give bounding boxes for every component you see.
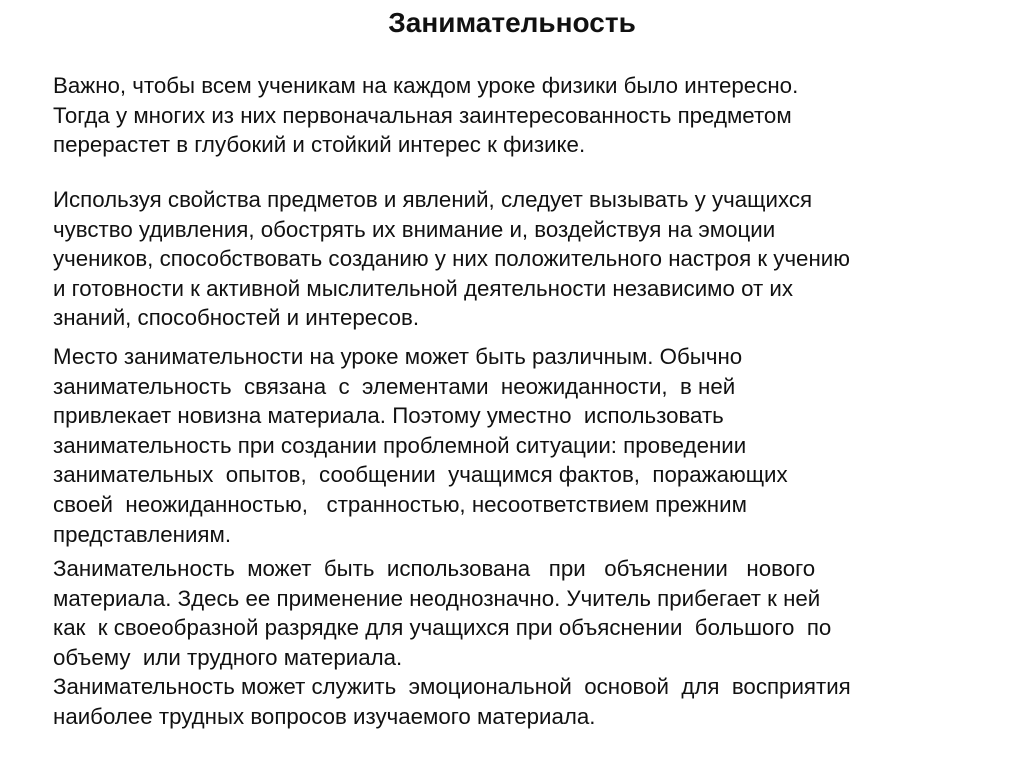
text-line: Место занимательности на уроке может быть различным. Обычно	[53, 344, 743, 369]
text-line: Занимательность может быть использована при объяснении нового	[53, 556, 816, 581]
text-line: перерастет в глубокий и стойкий интерес к физике.	[53, 132, 586, 158]
text-line: знаний, способностей и интересов.	[53, 305, 420, 331]
slide-title: Занимательность	[388, 7, 636, 38]
paragraph-importance	[53, 71, 1003, 160]
text-line: чувство удивления, обострять их внимание и, воздействуя на эмоции	[53, 216, 776, 242]
text-line: Тогда у многих из них первоначальная заинтересованность предметом	[53, 102, 792, 128]
text-line: занимательность связана с элементами неожиданности, в ней	[53, 373, 736, 399]
text-line: учеников, способствовать созданию у них положительного настроя к учению	[53, 246, 850, 272]
text-line: наиболее трудных вопросов изучаемого материала.	[53, 703, 596, 729]
text-line: своей неожиданностью, странностью, несоответствием прежним	[53, 491, 747, 517]
text-line: и готовности к активной мыслительной деятельности независимо от их	[53, 275, 793, 301]
paragraph-new-material	[53, 554, 1003, 672]
text-line: материала. Здесь ее применение неоднозначно. Учитель прибегает к ней	[53, 585, 821, 611]
paragraph-place	[53, 342, 1003, 549]
text-line: привлекает новизна материала. Поэтому уместно использовать	[53, 403, 724, 429]
paragraph-methods	[53, 185, 1003, 333]
text-line: представлениям.	[53, 521, 232, 547]
paragraph-emotional-basis	[53, 672, 1003, 731]
text-line: занимательных опытов, сообщении учащимся фактов, поражающих	[53, 462, 788, 488]
text-line: как к своеобразной разрядке для учащихся при объяснении большого по	[53, 615, 832, 641]
text-line: Используя свойства предметов и явлений, следует вызывать у учащихся	[53, 187, 813, 212]
text-line: Важно, чтобы всем ученикам на каждом уроке физики было интересно.	[53, 73, 799, 98]
text-line: Занимательность может служить эмоциональной основой для восприятия	[53, 674, 851, 699]
text-line: занимательность при создании проблемной ситуации: проведении	[53, 432, 747, 458]
text-line: объему или трудного материала.	[53, 644, 403, 670]
